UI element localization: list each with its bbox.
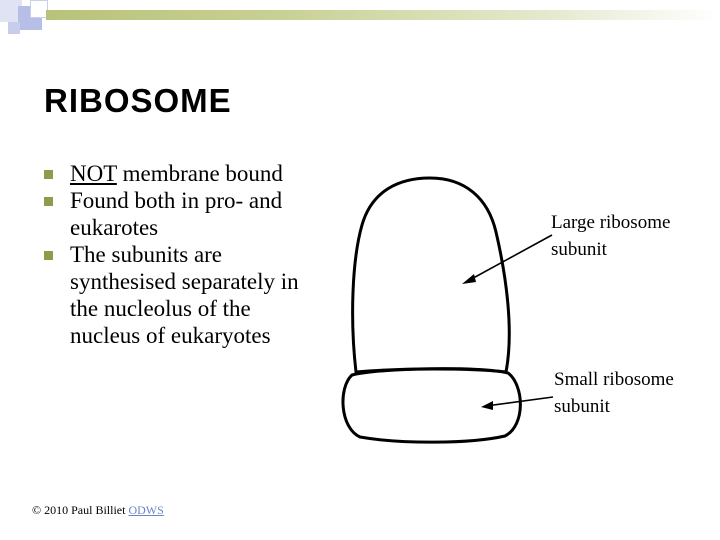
small-label-line-1: Small ribosome: [554, 369, 674, 390]
odws-link[interactable]: ODWS: [128, 503, 164, 517]
large-subunit-arrow: [466, 235, 552, 282]
large-label-line-2: subunit: [551, 239, 607, 260]
slide-title: RIBOSOME: [44, 82, 232, 119]
large-subunit-label: [551, 209, 670, 263]
large-label-line-1: Large ribosome: [551, 212, 671, 233]
bullet-emphasis: NOT: [70, 161, 117, 186]
bullet-text: membrane bound: [116, 161, 283, 186]
footer-credit: [32, 503, 164, 518]
small-subunit-label: [554, 366, 674, 420]
large-subunit-shape: [353, 178, 510, 372]
credit-text: © 2010 Paul Billiet: [32, 503, 129, 517]
small-label-line-2: subunit: [554, 396, 610, 417]
large-subunit-arrowhead: [462, 274, 476, 284]
bullet-text: The subunits are synthesised separately in the nucleolus of the nucleus of eukaryotes: [70, 242, 299, 348]
bullet-text: Found both in pro- and eukarotes: [70, 188, 283, 240]
small-subunit-arrowhead: [481, 401, 493, 410]
